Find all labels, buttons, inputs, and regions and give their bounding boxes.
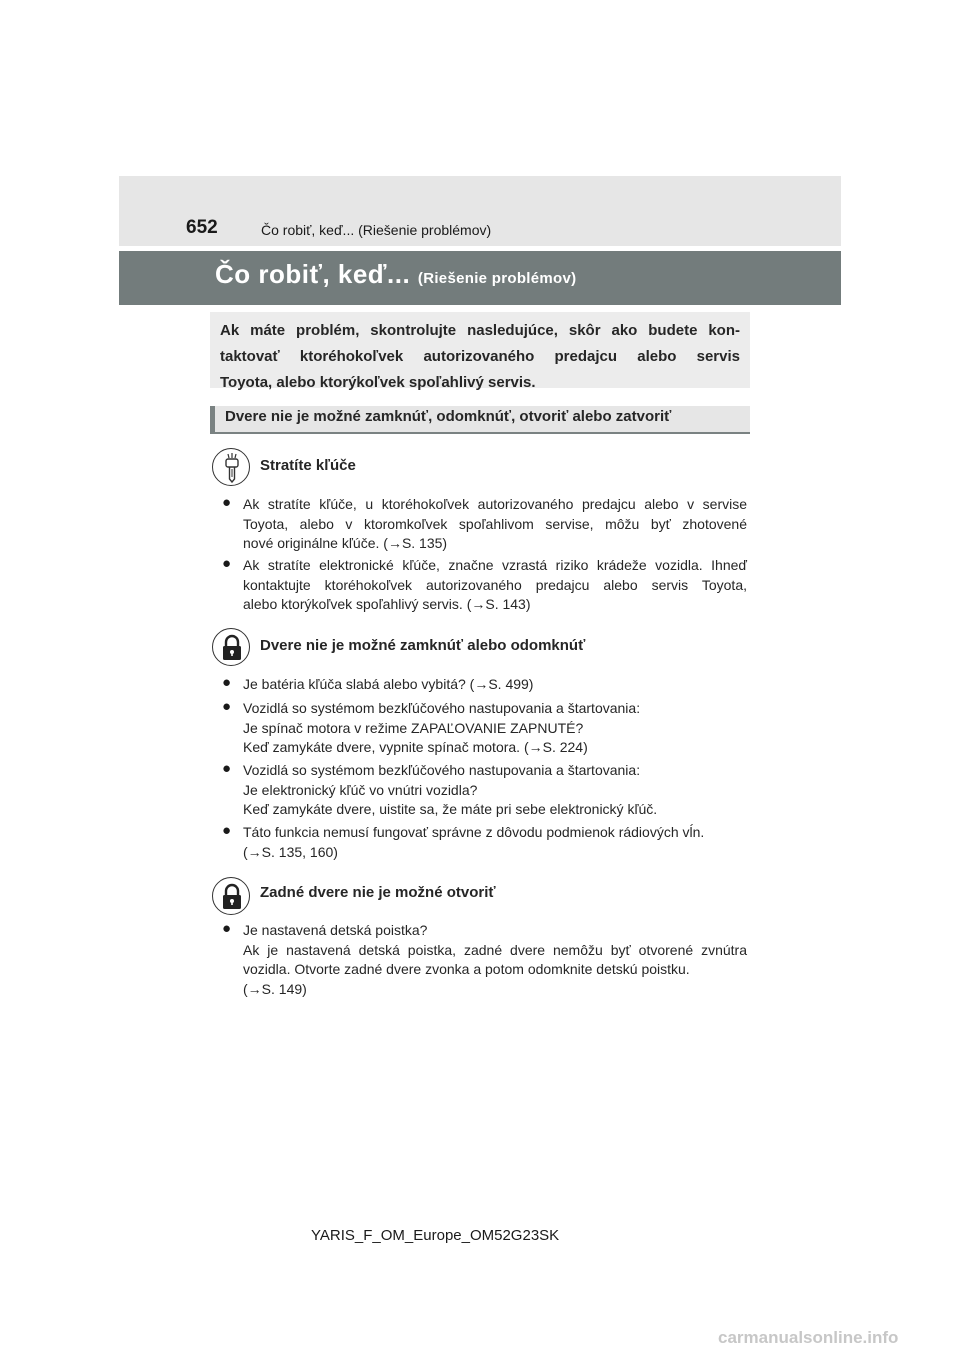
page-number: 652 xyxy=(186,217,218,238)
padlock-icon xyxy=(212,877,250,915)
bullet: ● xyxy=(222,920,232,937)
item-line: kontaktujte ktoréhokoľvek autorizovaného predajcu alebo servis Toyota, xyxy=(243,576,747,593)
chapter-title-sub: (Riešenie problémov) xyxy=(417,270,577,287)
list-item xyxy=(243,556,747,615)
intro-line: Ak máte problém, skontrolujte nasledujúce, skôr ako budete kon- xyxy=(220,322,740,339)
intro-box xyxy=(210,312,750,391)
item-line: Je spínač motora v režime ZAPAĽOVANIE ZAPNUTÉ? xyxy=(243,719,584,736)
item-line: vozidla. Otvorte zadné dvere zvonka a potom odomknite detskú poistku. xyxy=(243,961,690,977)
watermark: carmanualsonline.info xyxy=(718,1328,899,1347)
bullet: ● xyxy=(222,760,232,777)
list-item xyxy=(243,761,747,820)
item-line: Táto funkcia nemusí fungovať správne z dôvodu podmienok rádiových vĺn. xyxy=(243,824,705,840)
key-icon xyxy=(212,448,250,486)
item-line: Ak stratíte kľúče, u ktoréhokoľvek autorizovaného predajcu alebo v servise xyxy=(243,496,747,512)
footer-document-code: YARIS_F_OM_Europe_OM52G23SK xyxy=(311,1227,560,1244)
item-line: Keď zamykáte dvere, uistite sa, že máte pri sebe elektronický kľúč. xyxy=(243,801,658,817)
item-line: nové originálne kľúče. (→S. 135) xyxy=(243,535,448,551)
chapter-title-bar xyxy=(119,251,841,305)
item-line: Je elektronický kľúč vo vnútri vozidla? xyxy=(243,781,478,798)
item-line: alebo ktorýkoľvek spoľahlivý servis. (→S. 143) xyxy=(243,596,531,612)
item-line: Vozidlá so systémom bezkľúčového nastupovania a štartovania: xyxy=(243,700,641,716)
item-line: Vozidlá so systémom bezkľúčového nastupovania a štartovania: xyxy=(243,762,641,778)
bullet: ● xyxy=(222,555,232,572)
subsection-title-back-door: Zadné dvere nie je možné otvoriť xyxy=(260,884,496,901)
item-line: Je nastavená detská poistka? xyxy=(243,922,428,938)
item-line: Je batéria kľúča slabá alebo vybitá? (→S. 499) xyxy=(243,676,534,692)
padlock-icon xyxy=(212,628,250,666)
chapter-title xyxy=(215,259,576,290)
item-line: (→S. 149) xyxy=(243,980,307,997)
running-head: Čo robiť, keď... (Riešenie problémov) xyxy=(261,222,492,238)
list-item xyxy=(243,823,747,862)
item-line: Ak stratíte elektronické kľúče, značne vzrastá riziko krádeže vozidla. Ihneď xyxy=(243,557,747,573)
item-line: Keď zamykáte dvere, vypnite spínač motora. (→S. 224) xyxy=(243,739,588,755)
bullet: ● xyxy=(222,674,232,691)
list-item xyxy=(243,699,747,758)
intro-line: taktovať ktoréhokoľvek autorizovaného predajcu alebo servis xyxy=(220,348,740,365)
item-line: (→S. 135, 160) xyxy=(243,843,338,860)
list-item xyxy=(243,495,747,554)
subsection-title-lost-keys: Stratíte kľúče xyxy=(260,457,356,474)
chapter-title-main: Čo robiť, keď... xyxy=(215,259,411,289)
intro-line: Toyota, alebo ktorýkoľvek spoľahlivý servis. xyxy=(220,374,536,391)
bullet: ● xyxy=(222,698,232,715)
bullet: ● xyxy=(222,494,232,511)
item-line: Ak je nastavená detská poistka, zadné dvere nemôžu byť otvorené zvnútra xyxy=(243,941,747,958)
bullet: ● xyxy=(222,822,232,839)
list-item xyxy=(243,675,747,695)
item-line: Toyota, alebo v ktoromkoľvek spoľahlivom servise, môžu byť zhotovené xyxy=(243,515,747,532)
list-item xyxy=(243,921,747,999)
section-heading: Dvere nie je možné zamknúť, odomknúť, otvoriť alebo zatvoriť xyxy=(210,406,750,434)
subsection-title-lock-unlock: Dvere nie je možné zamknúť alebo odomknúť xyxy=(260,637,586,654)
